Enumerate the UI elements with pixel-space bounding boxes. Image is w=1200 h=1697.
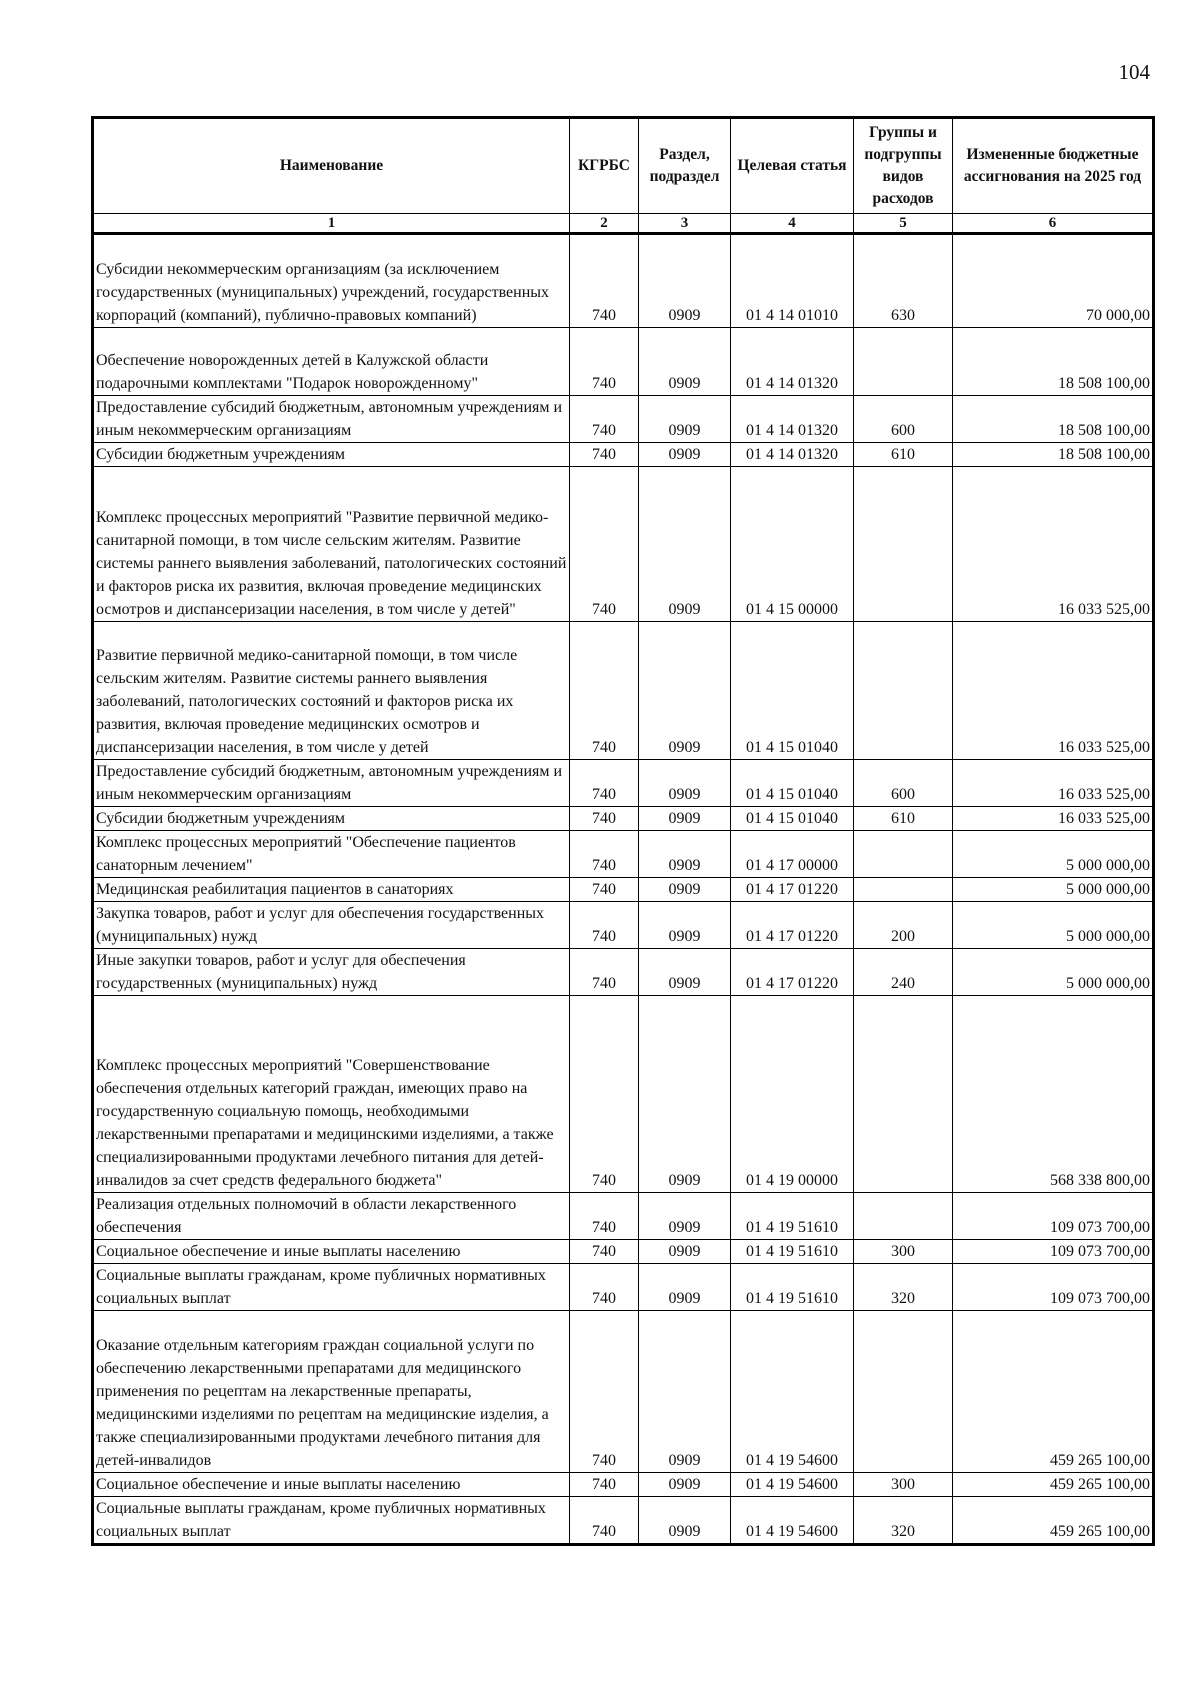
table-row — [93, 1264, 1154, 1311]
cell-target: 01 4 19 51610 — [731, 1264, 854, 1311]
cell-name: Комплекс процессных мероприятий "Развитие первичной медико-санитарной помощи, в том числе сельским жителям. Развитие системы раннего выявления заболеваний, патологических состояний и факторов риска их развития, включая проведение медицинских осмотров и диспансеризации населения, в том числе у детей" — [93, 467, 570, 622]
cell-kgrbs: 740 — [570, 760, 639, 807]
cell-group: 240 — [854, 949, 953, 996]
cell-name: Социальные выплаты гражданам, кроме публичных нормативных социальных выплат — [93, 1497, 570, 1545]
cell-section: 0909 — [639, 622, 731, 760]
cell-group — [854, 878, 953, 902]
cell-section: 0909 — [639, 467, 731, 622]
cell-name: Социальное обеспечение и иные выплаты населению — [93, 1240, 570, 1264]
cell-target: 01 4 19 54600 — [731, 1473, 854, 1497]
table-row — [93, 467, 1154, 622]
cell-group — [854, 622, 953, 760]
table-row — [93, 1193, 1154, 1240]
cell-kgrbs: 740 — [570, 996, 639, 1193]
cell-name: Субсидии бюджетным учреждениям — [93, 807, 570, 831]
cell-kgrbs: 740 — [570, 622, 639, 760]
cell-amount: 18 508 100,00 — [953, 443, 1154, 467]
cell-target: 01 4 15 00000 — [731, 467, 854, 622]
cell-kgrbs: 740 — [570, 328, 639, 396]
cell-section: 0909 — [639, 1193, 731, 1240]
cell-target: 01 4 17 00000 — [731, 831, 854, 878]
budget-table — [91, 116, 1155, 1546]
cell-section: 0909 — [639, 1264, 731, 1311]
cell-group — [854, 328, 953, 396]
cell-name: Социальные выплаты гражданам, кроме публичных нормативных социальных выплат — [93, 1264, 570, 1311]
cell-target: 01 4 14 01320 — [731, 328, 854, 396]
table-row — [93, 949, 1154, 996]
cell-name: Предоставление субсидий бюджетным, автономным учреждениям и иным некоммерческим организациям — [93, 396, 570, 443]
table-row — [93, 878, 1154, 902]
cell-section: 0909 — [639, 949, 731, 996]
cell-kgrbs: 740 — [570, 1240, 639, 1264]
cell-amount: 5 000 000,00 — [953, 831, 1154, 878]
table-row — [93, 622, 1154, 760]
cell-section: 0909 — [639, 760, 731, 807]
cell-name: Развитие первичной медико-санитарной помощи, в том числе сельским жителям. Развитие системы раннего выявления заболеваний, патологических состояний и факторов риска их развития, включая проведение медицинских осмотров и диспансеризации населения, в том числе у детей — [93, 622, 570, 760]
header-row — [93, 118, 1154, 214]
cell-kgrbs: 740 — [570, 234, 639, 328]
cell-section: 0909 — [639, 1240, 731, 1264]
cell-group — [854, 1311, 953, 1473]
cell-section: 0909 — [639, 902, 731, 949]
cell-kgrbs: 740 — [570, 1193, 639, 1240]
header-amount: Измененные бюджетные ассигнования на 2025 год — [953, 118, 1154, 214]
cell-name: Медицинская реабилитация пациентов в санаториях — [93, 878, 570, 902]
cell-amount: 5 000 000,00 — [953, 878, 1154, 902]
cell-section: 0909 — [639, 1473, 731, 1497]
table-row — [93, 1473, 1154, 1497]
header-name: Наименование — [93, 118, 570, 214]
cell-group: 610 — [854, 807, 953, 831]
header-target: Целевая статья — [731, 118, 854, 214]
cell-target: 01 4 15 01040 — [731, 760, 854, 807]
cell-kgrbs: 740 — [570, 878, 639, 902]
cell-kgrbs: 740 — [570, 831, 639, 878]
cell-name: Социальное обеспечение и иные выплаты населению — [93, 1473, 570, 1497]
table-row — [93, 996, 1154, 1193]
cell-amount: 568 338 800,00 — [953, 996, 1154, 1193]
cell-amount: 109 073 700,00 — [953, 1240, 1154, 1264]
cell-group — [854, 996, 953, 1193]
column-number: 3 — [639, 214, 731, 234]
cell-kgrbs: 740 — [570, 807, 639, 831]
table-row — [93, 807, 1154, 831]
column-number: 6 — [953, 214, 1154, 234]
cell-target: 01 4 17 01220 — [731, 902, 854, 949]
cell-target: 01 4 19 51610 — [731, 1193, 854, 1240]
header-group: Группы и подгруппы видов расходов — [854, 118, 953, 214]
cell-name: Субсидии некоммерческим организациям (за исключением государственных (муниципальных) учреждений, государственных корпораций (компаний), публично-правовых компаний) — [93, 234, 570, 328]
cell-amount: 16 033 525,00 — [953, 622, 1154, 760]
table-row — [93, 1311, 1154, 1473]
cell-amount: 18 508 100,00 — [953, 328, 1154, 396]
cell-target: 01 4 14 01010 — [731, 234, 854, 328]
table-body — [93, 234, 1154, 1545]
cell-amount: 5 000 000,00 — [953, 902, 1154, 949]
cell-kgrbs: 740 — [570, 396, 639, 443]
table-row — [93, 1240, 1154, 1264]
cell-group: 300 — [854, 1473, 953, 1497]
column-number: 2 — [570, 214, 639, 234]
cell-section: 0909 — [639, 443, 731, 467]
cell-target: 01 4 17 01220 — [731, 949, 854, 996]
cell-section: 0909 — [639, 807, 731, 831]
cell-target: 01 4 19 51610 — [731, 1240, 854, 1264]
cell-group: 600 — [854, 760, 953, 807]
cell-amount: 5 000 000,00 — [953, 949, 1154, 996]
cell-group: 300 — [854, 1240, 953, 1264]
cell-section: 0909 — [639, 996, 731, 1193]
table-row — [93, 396, 1154, 443]
cell-amount: 70 000,00 — [953, 234, 1154, 328]
table-row — [93, 902, 1154, 949]
column-number: 1 — [93, 214, 570, 234]
cell-section: 0909 — [639, 234, 731, 328]
cell-amount: 459 265 100,00 — [953, 1473, 1154, 1497]
cell-group: 200 — [854, 902, 953, 949]
cell-target: 01 4 15 01040 — [731, 807, 854, 831]
cell-name: Комплекс процессных мероприятий "Совершенствование обеспечения отдельных категорий граждан, имеющих право на государственную социальную помощь, необходимыми лекарственными препаратами и медицинскими изделиями, а также специализированными продуктами лечебного питания для детей-инвалидов за счет средств федерального бюджета" — [93, 996, 570, 1193]
cell-target: 01 4 17 01220 — [731, 878, 854, 902]
cell-kgrbs: 740 — [570, 1264, 639, 1311]
cell-name: Обеспечение новорожденных детей в Калужской области подарочными комплектами "Подарок новорожденному" — [93, 328, 570, 396]
cell-name: Иные закупки товаров, работ и услуг для обеспечения государственных (муниципальных) нужд — [93, 949, 570, 996]
cell-amount: 109 073 700,00 — [953, 1264, 1154, 1311]
cell-section: 0909 — [639, 396, 731, 443]
cell-name: Оказание отдельным категориям граждан социальной услуги по обеспечению лекарственными препаратами для медицинского применения по рецептам на лекарственные препараты, медицинскими изделиями по рецептам на медицинские изделия, а также специализированными продуктами лечебного питания для детей-инвалидов — [93, 1311, 570, 1473]
cell-amount: 18 508 100,00 — [953, 396, 1154, 443]
cell-kgrbs: 740 — [570, 467, 639, 622]
cell-name: Реализация отдельных полномочий в области лекарственного обеспечения — [93, 1193, 570, 1240]
column-number: 5 — [854, 214, 953, 234]
cell-group: 320 — [854, 1264, 953, 1311]
cell-target: 01 4 19 00000 — [731, 996, 854, 1193]
cell-group: 320 — [854, 1497, 953, 1545]
cell-name: Комплекс процессных мероприятий "Обеспечение пациентов санаторным лечением" — [93, 831, 570, 878]
table-row — [93, 328, 1154, 396]
page-number: 104 — [1118, 60, 1150, 84]
table-row — [93, 1497, 1154, 1545]
cell-amount: 459 265 100,00 — [953, 1311, 1154, 1473]
table-row — [93, 443, 1154, 467]
cell-group — [854, 467, 953, 622]
cell-kgrbs: 740 — [570, 1311, 639, 1473]
cell-name: Закупка товаров, работ и услуг для обеспечения государственных (муниципальных) нужд — [93, 902, 570, 949]
cell-group: 630 — [854, 234, 953, 328]
cell-kgrbs: 740 — [570, 949, 639, 996]
cell-target: 01 4 19 54600 — [731, 1497, 854, 1545]
cell-amount: 109 073 700,00 — [953, 1193, 1154, 1240]
cell-kgrbs: 740 — [570, 902, 639, 949]
cell-section: 0909 — [639, 878, 731, 902]
cell-amount: 16 033 525,00 — [953, 807, 1154, 831]
header-section: Раздел, подраздел — [639, 118, 731, 214]
column-number-row — [93, 214, 1154, 234]
table-row — [93, 831, 1154, 878]
cell-section: 0909 — [639, 1497, 731, 1545]
cell-group — [854, 831, 953, 878]
cell-amount: 16 033 525,00 — [953, 760, 1154, 807]
cell-target: 01 4 14 01320 — [731, 443, 854, 467]
cell-section: 0909 — [639, 831, 731, 878]
cell-target: 01 4 14 01320 — [731, 396, 854, 443]
cell-kgrbs: 740 — [570, 1473, 639, 1497]
cell-amount: 16 033 525,00 — [953, 467, 1154, 622]
table-row — [93, 760, 1154, 807]
cell-amount: 459 265 100,00 — [953, 1497, 1154, 1545]
cell-section: 0909 — [639, 1311, 731, 1473]
cell-target: 01 4 19 54600 — [731, 1311, 854, 1473]
cell-kgrbs: 740 — [570, 443, 639, 467]
header-kgrbs: КГРБС — [570, 118, 639, 214]
cell-group: 600 — [854, 396, 953, 443]
cell-section: 0909 — [639, 328, 731, 396]
cell-group — [854, 1193, 953, 1240]
cell-kgrbs: 740 — [570, 1497, 639, 1545]
cell-name: Предоставление субсидий бюджетным, автономным учреждениям и иным некоммерческим организациям — [93, 760, 570, 807]
table-row — [93, 234, 1154, 328]
cell-name: Субсидии бюджетным учреждениям — [93, 443, 570, 467]
cell-group: 610 — [854, 443, 953, 467]
cell-target: 01 4 15 01040 — [731, 622, 854, 760]
column-number: 4 — [731, 214, 854, 234]
